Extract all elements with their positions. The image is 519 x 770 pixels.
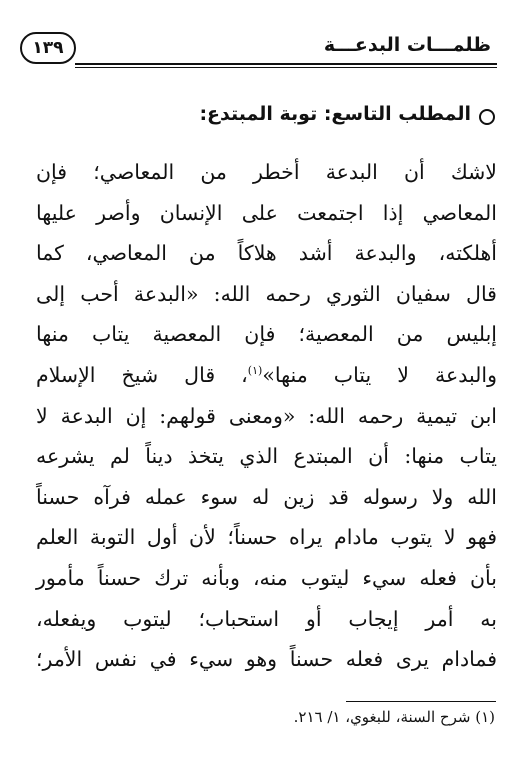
body-text [36,152,497,680]
running-title: ظلمـــات البدعـــة [323,34,491,56]
header-rule [75,63,497,65]
page-header [20,30,497,70]
text-line-end: ، قال شيخ الإسلام [36,362,248,387]
text-line: أهلكته، والبدعة أشد هلاكاً من المعاصي، كما [36,241,497,266]
text-line: فهو لا يتوب مادام يراه حسناً؛ لأن أول التوبة العلم [36,525,497,550]
section-heading: المطلب التاسع: توبة المبتدع: [199,103,471,125]
text-line: لاشك أن البدعة أخطر من المعاصي؛ فإن [36,160,497,184]
text-line: المعاصي إذا اجتمعت على الإنسان وأصر عليها [36,200,497,225]
text-line: ابن تيمية رحمه الله: «ومعنى قولهم: إن البدعة لا [36,403,497,428]
circle-bullet-icon [479,109,495,125]
page-number: ١٣٩ [20,32,76,64]
text-line: فمادام يرى فعله حسناً وهو سيء في نفس الأمر؛ [36,647,497,672]
text-line-start: والبدعة لا يتاب منها» [262,362,497,387]
text-line: به أمر إيجاب أو استحباب؛ ليتوب ويفعله، [36,606,497,631]
text-line: قال سفيان الثوري رحمه الله: «البدعة أحب إلى [36,281,497,306]
text-line: يتاب منها: أن المبتدع الذي يتخذ ديناً لم يشرعه [36,444,497,469]
footnote-reference[interactable]: (١) [247,364,263,378]
text-line-with-footnote [36,355,497,396]
text-line: إبليس من المعصية؛ فإن المعصية يتاب منها [36,322,497,347]
text-line: الله ولا رسوله قد زين له سوء عمله فرآه حسناً [36,484,497,509]
footnote-separator [346,701,496,702]
header-rule-thin [75,67,497,68]
footnote: (١) شرح السنة، للبغوي، ١/ ٢١٦. [293,708,495,726]
text-line: بأن فعله سيء ليتوب منه، وبأنه ترك حسناً مأمور [36,565,497,590]
